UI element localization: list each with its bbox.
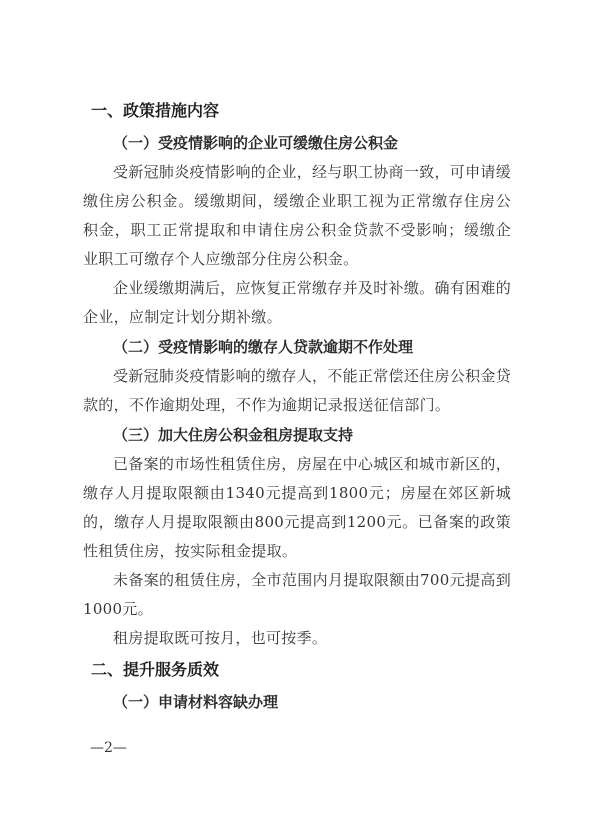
paragraph-loan-overdue: 受新冠肺炎疫情影响的缴存人，不能正常偿还住房公积金贷款的，不作逾期处理，不作为逾期记录报送征信部门。	[83, 367, 511, 414]
paragraph-unregistered-rental: 未备案的租赁住房，全市范围内月提取限额由700元提高到1000元。	[83, 571, 511, 618]
paragraph-registered-rental: 已备案的市场性租赁住房，房屋在中心城区和城市新区的，缴存人月提取限额由1340元提高到1800元；房屋在郊区新城的，缴存人月提取限额由800元提高到1200元。已备案的政策性租赁住房，按实际租金提取。	[83, 455, 511, 560]
subsection-heading-missing-materials: （一）申请材料容缺办理	[113, 693, 279, 711]
paragraph-repayment-after-deferral: 企业缓缴期满后，应恢复正常缴存并及时补缴。确有困难的企业，应制定计划分期补缴。	[83, 279, 511, 326]
paragraph-withdrawal-frequency: 租房提取既可按月，也可按季。	[113, 629, 328, 647]
paragraph-deferred-payment: 受新冠肺炎疫情影响的企业，经与职工协商一致，可申请缓缴住房公积金。缓缴期间，缓缴企业职工视为正常缴存住房公积金，职工正常提取和申请住房公积金贷款不受影响；缓缴企业职工可缴存个人应缴部分住房公积金。	[83, 163, 511, 268]
section-heading-policy-measures: 一、政策措施内容	[91, 101, 220, 120]
section-heading-service-quality: 二、提升服务质效	[91, 660, 220, 679]
subsection-heading-deferred-payment: （一）受疫情影响的企业可缓缴住房公积金	[113, 134, 399, 152]
subsection-heading-rental-withdrawal: （三）加大住房公积金租房提取支持	[113, 426, 354, 444]
subsection-heading-loan-overdue: （二）受疫情影响的缴存人贷款逾期不作处理	[113, 338, 414, 356]
page-number: —2—	[90, 740, 127, 756]
document-body	[83, 96, 511, 717]
